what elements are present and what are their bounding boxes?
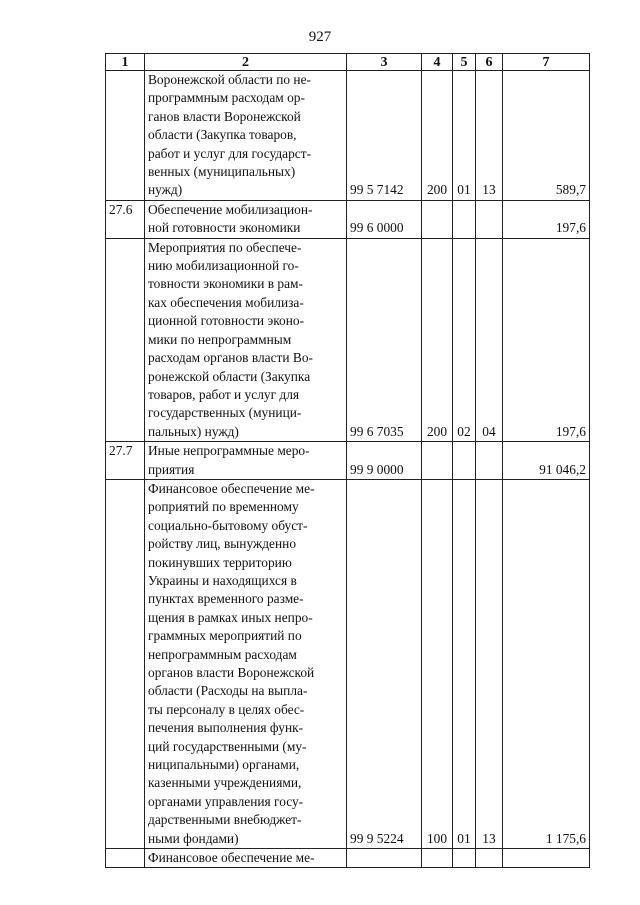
header-col-2: 2 [145, 54, 347, 71]
budget-table [105, 53, 590, 868]
table-row [106, 849, 590, 868]
description-line: нию мобилизационной го- [148, 258, 299, 274]
subsection-code [476, 200, 503, 238]
description-line: Иные непрограммные меро- [148, 443, 310, 459]
header-col-7: 7 [503, 54, 590, 71]
table-row [106, 71, 590, 201]
table-body [106, 71, 590, 868]
description-line: органами управления госу- [148, 793, 304, 809]
section-code [453, 200, 476, 238]
header-col-4: 4 [422, 54, 453, 71]
description-line: печения выполнения функ- [148, 720, 304, 736]
row-description [145, 442, 347, 480]
subsection-code [476, 849, 503, 868]
section-code [453, 442, 476, 480]
expense-type-code: 200 [422, 71, 453, 201]
expense-type-code [422, 849, 453, 868]
amount-value: 1 175,6 [503, 479, 590, 848]
amount-value: 197,6 [503, 238, 590, 441]
table-header-row [106, 54, 590, 71]
row-number [106, 479, 145, 848]
target-article-code: 99 9 5224 [347, 479, 422, 848]
description-line: граммных мероприятий по [148, 628, 302, 644]
table-row [106, 200, 590, 238]
target-article-code [347, 849, 422, 868]
description-line: Мероприятия по обеспече- [148, 239, 302, 255]
description-line: ционной готовности эконо- [148, 313, 305, 329]
row-description [145, 71, 347, 201]
subsection-code: 13 [476, 479, 503, 848]
table-row [106, 442, 590, 480]
section-code: 02 [453, 238, 476, 441]
row-number [106, 71, 145, 201]
description-line: непрограммным расходам [148, 646, 297, 662]
row-number [106, 849, 145, 868]
expense-type-code: 100 [422, 479, 453, 848]
description-line: казенными учреждениями, [148, 775, 302, 791]
description-line: товаров, работ и услуг для [148, 386, 300, 402]
expense-type-code [422, 442, 453, 480]
description-line: работ и услуг для государст- [148, 145, 312, 161]
description-line: щения в рамках иных непро- [148, 609, 313, 625]
amount-value [503, 849, 590, 868]
subsection-code: 04 [476, 238, 503, 441]
description-line: области (Расходы на выпла- [148, 683, 308, 699]
description-line: ронежской области (Закупка [148, 368, 311, 384]
row-description [145, 849, 347, 868]
expense-type-code [422, 200, 453, 238]
description-line: товности экономики в рам- [148, 276, 303, 292]
header-col-1: 1 [106, 54, 145, 71]
expense-type-code: 200 [422, 238, 453, 441]
description-line: венных (муниципальных) [148, 164, 296, 180]
target-article-code: 99 6 7035 [347, 238, 422, 441]
target-article-code: 99 9 0000 [347, 442, 422, 480]
description-line: роприятий по временному [148, 499, 299, 515]
header-col-3: 3 [347, 54, 422, 71]
header-col-6: 6 [476, 54, 503, 71]
description-line: программным расходам ор- [148, 90, 305, 106]
description-line: пунктах временного разме- [148, 591, 304, 607]
description-line: покинувших территорию [148, 554, 292, 570]
section-code: 01 [453, 71, 476, 201]
description-line: социально-бытовому обуст- [148, 517, 308, 533]
description-line: приятия [148, 461, 195, 477]
section-code [453, 849, 476, 868]
row-description [145, 200, 347, 238]
header-col-5: 5 [453, 54, 476, 71]
description-line: Украины и находящихся в [148, 572, 297, 588]
section-code: 01 [453, 479, 476, 848]
table-row [106, 238, 590, 441]
description-line: Финансовое обеспечение ме- [148, 480, 315, 496]
description-line: Обеспечение мобилизацион- [148, 201, 313, 217]
description-line: ты персоналу в целях обес- [148, 701, 305, 717]
row-description [145, 479, 347, 848]
description-line: Воронежской области по не- [148, 72, 312, 87]
subsection-code [476, 442, 503, 480]
amount-value: 589,7 [503, 71, 590, 201]
description-line: пальных) нужд) [148, 423, 239, 439]
description-line: ными фондами) [148, 830, 239, 846]
target-article-code: 99 5 7142 [347, 71, 422, 201]
description-line: дарственными внебюджет- [148, 812, 302, 828]
description-line: ройству лиц, вынужденно [148, 536, 297, 552]
amount-value: 91 046,2 [503, 442, 590, 480]
row-number: 27.7 [106, 442, 145, 480]
description-line: нужд) [148, 182, 183, 198]
description-line: государственных (муници- [148, 405, 302, 421]
row-number: 27.6 [106, 200, 145, 238]
description-line: ций государственными (му- [148, 738, 307, 754]
description-line: ной готовности экономики [148, 220, 301, 236]
target-article-code: 99 6 0000 [347, 200, 422, 238]
description-line: ниципальными) органами, [148, 757, 300, 773]
description-line: органов власти Воронежской [148, 665, 315, 680]
row-number [106, 238, 145, 441]
table-row [106, 479, 590, 848]
description-line: мики по непрограммным [148, 331, 292, 347]
description-line: расходам органов власти Во- [148, 350, 314, 366]
description-line: Финансовое обеспечение ме- [148, 850, 315, 866]
page-number: 927 [308, 29, 332, 45]
description-line: ках обеспечения мобилиза- [148, 294, 304, 310]
description-line: ганов власти Воронежской [148, 108, 301, 124]
amount-value: 197,6 [503, 200, 590, 238]
description-line: области (Закупка товаров, [148, 127, 297, 143]
row-description [145, 238, 347, 441]
subsection-code: 13 [476, 71, 503, 201]
